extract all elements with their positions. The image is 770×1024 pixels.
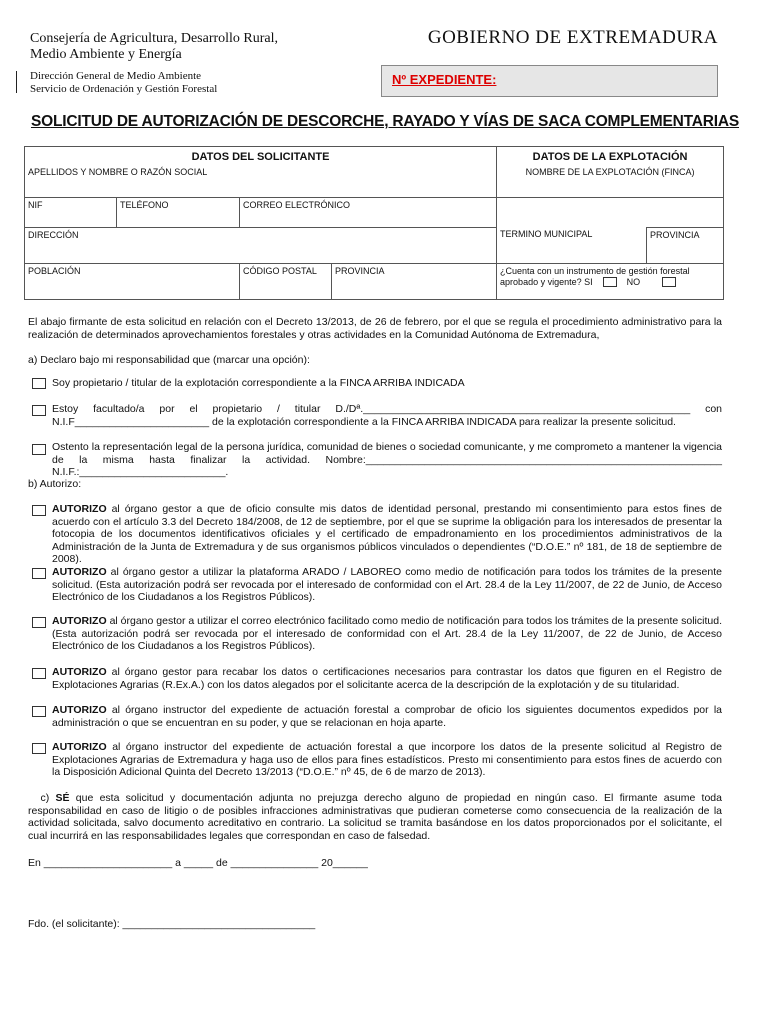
applicant-section-header: DATOS DEL SOLICITANTE — [25, 147, 497, 166]
province-field[interactable]: PROVINCIA — [332, 263, 497, 299]
header-divider — [16, 71, 17, 93]
directorate — [30, 70, 217, 96]
expediente-label: Nº EXPEDIENTE: — [392, 72, 497, 87]
dir-line-2: Servicio de Ordenación y Gestión Forestal — [30, 83, 218, 95]
option-b3-text — [52, 615, 722, 653]
intro-text: El abajo firmante de esta solicitud en relación con el Decreto 13/2013, de 26 de febrero, por el que se regula el procedimiento administrativo para la realización de determinados aprovechamientos forestales y otras actividades en la Comunidad Autónoma de Extremadura, — [28, 316, 722, 341]
yes-checkbox[interactable] — [603, 277, 617, 287]
option-b1-keyword: AUTORIZO — [52, 503, 107, 515]
farm-name-field[interactable]: NOMBRE DE LA EXPLOTACIÓN (FINCA) — [497, 165, 724, 197]
farm-section-header: DATOS DE LA EXPLOTACIÓN — [497, 147, 724, 166]
name-field[interactable]: APELLIDOS Y NOMBRE O RAZÓN SOCIAL — [25, 165, 497, 197]
option-b4-keyword: AUTORIZO — [52, 666, 107, 678]
option-b2-text — [52, 566, 722, 604]
date-line[interactable]: En ______________________ a _____ de _______________ 20______ — [28, 857, 368, 869]
option-a2-text: Estoy facultado/a por el propietario / titular D./Dª.________________________________________________________ con N.I.F_______________________ de la explotación correspondiente a la FINCA ARRIBA INDICADA para realizar la presente solicitud. — [52, 403, 722, 428]
option-b1-body: al órgano gestor a que de oficio consulte mis datos de identidad personal, prestando mi consentimiento para estos fines de acuerdo con el artículo 3.3 del Decreto 184/2008, de 12 de septiembre, por el que se suprime la obligación para los interesados de presentar la fotocopia de los documentos identificativos oficiales y el certificado de empadronamiento en los procedimientos administrativos de la Administración de la Junta de Extremadura y de sus organismos públicos vinculados o dependientes (“D.O.E.” nº 181, de 18 de septiembre de 2008). — [52, 503, 722, 565]
town-field[interactable]: POBLACIÓN — [25, 263, 240, 299]
phone-field[interactable]: TELÉFONO — [117, 197, 240, 227]
option-b6-keyword: AUTORIZO — [52, 741, 107, 753]
form-title: SOLICITUD DE AUTORIZACIÓN DE DESCORCHE, RAYADO Y VÍAS DE SACA COMPLEMENTARIAS — [30, 113, 739, 130]
option-b2-checkbox[interactable] — [32, 568, 46, 579]
option-b5-body: al órgano instructor del expediente de actuación forestal a comprobar de oficio los siguientes documentos expedidos por la administración o que se encuentran en su poder, y que se relacionan en hoja aparte. — [52, 704, 722, 729]
section-b-heading: b) Autorizo: — [28, 478, 82, 490]
section-c-prefix: c) — [40, 792, 56, 804]
no-checkbox[interactable] — [662, 277, 676, 287]
option-b3-checkbox[interactable] — [32, 617, 46, 628]
option-b1-checkbox[interactable] — [32, 505, 46, 516]
org-line-1: Consejería de Agricultura, Desarrollo Rural, — [30, 31, 279, 46]
option-a1-checkbox[interactable] — [32, 378, 46, 389]
nif-field[interactable]: NIF — [25, 197, 117, 227]
municipality-field[interactable]: TERMINO MUNICIPAL — [497, 227, 647, 263]
email-field[interactable]: CORREO ELECTRÓNICO — [240, 197, 497, 227]
farm-province-field[interactable]: PROVINCIA — [647, 227, 724, 263]
forest-plan-question — [497, 263, 724, 299]
applicant-table — [24, 146, 724, 300]
option-b3-body: al órgano gestor a utilizar el correo electrónico facilitado como medio de notificación para todos los trámites de la presente solicitud. (Esta autorización podrá ser revocada por el interesado de conformidad con el Art. 28.4 de la Ley 11/2007, de 22 de Junio, de Acceso Electrónico de los Ciudadanos a los Registros Públicos). — [52, 615, 722, 652]
option-a2-checkbox[interactable] — [32, 405, 46, 416]
organization-name — [30, 31, 278, 63]
address-field[interactable]: DIRECCIÓN — [25, 227, 497, 263]
section-c-body: que esta solicitud y documentación adjunta no prejuzga derecho alguno de propiedad en ningún caso. El firmante asume toda responsabilidad en caso de litigio o de posibles infracciones administrativas que pudieran cometerse como consecuencia de la realización de la actividad solicitada, salvo documento acreditativo en contrario. La solicitud se tramita basándose en los datos proporcionados por el solicitante, el cual incurrirá en las responsabilidades legales que correspondan en caso de falsedad. — [28, 792, 722, 842]
signature-line[interactable]: Fdo. (el solicitante): _________________________________ — [28, 918, 316, 930]
option-b5-text — [52, 704, 722, 729]
government-title: GOBIERNO DE EXTREMADURA — [427, 27, 718, 48]
option-b2-body: al órgano gestor a utilizar la plataforma ARADO / LABOREO como medio de notificación para todos los trámites de la presente solicitud. (Esta autorización podrá ser revocada por el interesado de conformidad con el Art. 28.4 de la Ley 11/2007, de 22 de Junio, de Acceso Electrónico de los Ciudadanos a los Registros Públicos). — [52, 566, 722, 603]
section-c-keyword: SÉ — [55, 792, 70, 804]
org-line-2: Medio Ambiente y Energía — [30, 47, 182, 62]
option-b4-text — [52, 666, 722, 691]
section-a-heading: a) Declaro bajo mi responsabilidad que (marcar una opción): — [28, 354, 310, 366]
no-label: NO — [626, 276, 641, 287]
farm-empty-cell — [497, 197, 724, 227]
option-b5-checkbox[interactable] — [32, 706, 46, 717]
option-b4-checkbox[interactable] — [32, 668, 46, 679]
option-b6-checkbox[interactable] — [32, 743, 46, 754]
section-c-text — [28, 792, 722, 842]
option-b6-body: al órgano instructor del expediente de actuación forestal a que incorpore los datos de la presente solicitud al Registro de Explotaciones Agrarias de Extremadura y haga uso de ellos para fines estadísticos. Presto mi consentimiento para estos fines de acuerdo con la Disposición Adicional Quinta del Decreto 13/2013 (“D.O.E.” nº 45, de 6 de marzo de 2013). — [52, 741, 722, 778]
option-b3-keyword: AUTORIZO — [52, 615, 107, 627]
option-b1-text — [52, 503, 722, 566]
option-b2-keyword: AUTORIZO — [52, 566, 107, 578]
option-b6-text — [52, 741, 722, 779]
option-a3-text: Ostento la representación legal de la persona jurídica, comunidad de bienes o sociedad comunicante, y me comprometo a mantener la vigencia de la misma hasta finalizar la actividad. Nombre:_____________________________________________________________ N.I.F.:_________________________. — [52, 441, 722, 478]
option-a1-text: Soy propietario / titular de la explotación correspondiente a la FINCA ARRIBA INDICADA — [52, 377, 465, 389]
expediente-box[interactable] — [381, 65, 718, 97]
dir-line-1: Dirección General de Medio Ambiente — [30, 70, 202, 82]
option-b5-keyword: AUTORIZO — [52, 704, 107, 716]
option-a3-checkbox[interactable] — [32, 444, 46, 455]
forest-plan-label: ¿Cuenta con un instrumento de gestión forestal aprobado y vigente? SI — [500, 265, 690, 287]
postal-code-field[interactable]: CÓDIGO POSTAL — [240, 263, 332, 299]
option-b4-body: al órgano gestor para recabar los datos o certificaciones necesarios para contrastar los datos que figuren en el Registro de Explotaciones Agrarias (R.Ex.A.) con los datos alegados por el solicitante acerca de la descripción de la explotación y de su titularidad. — [52, 666, 722, 691]
